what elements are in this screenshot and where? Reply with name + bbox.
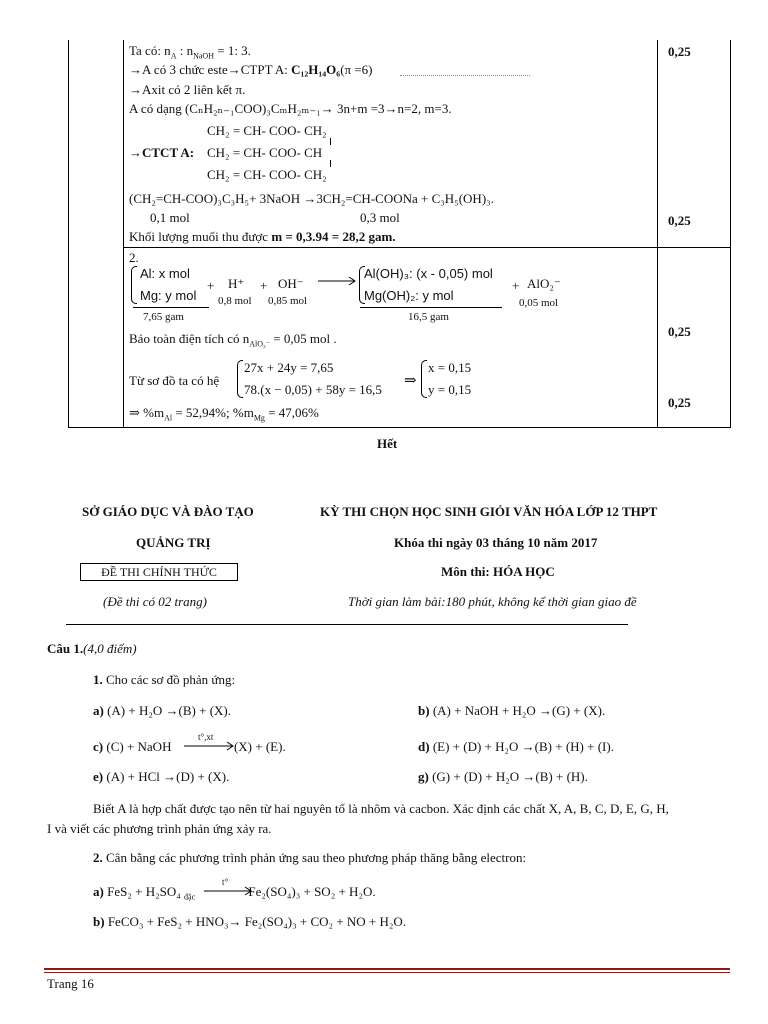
mg-mol: Mg: y mol [140,288,197,303]
reaction-c-arrow-icon [184,741,236,751]
plus-1: + [207,278,215,293]
structure-mid: CH₂ = CH- COO- CH [207,145,323,160]
charge-conservation: Bảo toàn điện tích có $n_{AlO_2^-} = 0,05$ mol . [129,331,337,349]
al-mol: Al: x mol [140,266,190,281]
page-number: Trang 16 [47,976,94,991]
equation-a: a) FeS₂ + H₂SO₄ $_{đặc}$ Fe₂(SO₄)₃ + SO₂ + H₂O. [93,884,376,902]
reaction-a: a) (A) + H₂O →(B) + (X). [93,703,231,718]
mol-1: 0,1 mol [150,210,190,225]
end-marker: Hết [377,436,398,451]
system-intro: Từ sơ đồ ta có hệ [129,373,220,388]
footer-rule-bottom [44,972,730,973]
official-exam-box: ĐỀ THI CHÍNH THỨC [80,563,238,581]
score-4: 0,25 [668,395,691,410]
score-1: 0,25 [668,44,691,59]
h-ion: H⁺ [228,276,245,291]
exam-duration: Thời gian làm bài:180 phút, không kể thời gian giao đề [348,594,637,609]
reaction-c-condition: t°,xt [198,732,214,742]
structure-label: →CTCT A: [129,145,195,160]
percent-result: ⇒ $\%m_{Al} = 52,94\%$; $\%m_{Mg} = 47,06\%$ [129,405,319,423]
question-1-title: Câu 1.(4,0 điểm) [47,641,137,656]
reaction-equation: (CH₂=CH-COO)₃C₃H₅+ 3NaOH →3CH₂=CH-COONa + C₃H₅(OH)₃. [129,191,494,206]
page-count-note: (Đề thi có 02 trang) [103,594,207,609]
q1-part1-intro: 1. Cho các sơ đồ phản ứng: [93,672,236,687]
alo2-ion: AlO₂⁻ [527,276,561,291]
mass-right: 16,5 gam [408,311,449,323]
exam-title: KỲ THI CHỌN HỌC SINH GIỎI VĂN HÓA LỚP 12 THPT [320,504,658,519]
reaction-d: d) (E) + (D) + H₂O →(B) + (H) + (I). [418,739,614,754]
equation-b: b) FeCO₃ + FeS₂ + HNO₃→ Fe₂(SO₄)₃ + CO₂ + NO + H₂O. [93,914,407,929]
x-value: x = 0,15 [428,360,472,375]
implies-arrow: ⇒ [404,373,417,389]
reaction-c: c) (C) + NaOH (X) + (E). [93,739,286,754]
mass-left: 7,65 gam [143,311,184,323]
reaction-g: g) (G) + (D) + H₂O →(B) + (H). [418,769,588,784]
department-name: SỞ GIÁO DỤC VÀ ĐÀO TẠO [82,504,254,519]
reaction-b: b) (A) + NaOH + H₂O →(G) + (X). [418,703,606,718]
header-divider [66,624,628,625]
h-mol: 0,8 mol [218,295,252,307]
reaction-e: e) (A) + HCl →(D) + (X). [93,769,230,784]
q1-part2-intro: 2. Cân bằng các phương trình phản ứng sau theo phương pháp thăng bằng electron: [93,850,527,865]
score-2: 0,25 [668,213,691,228]
system-eq2: 78.(x − 0,05) + 58y = 16,5 [244,382,382,397]
structure-bot: CH₂ = CH- COO- CH₂ [207,167,327,182]
part2-number: 2. [129,250,139,265]
aloh3-mol: Al(OH)₃: (x - 0,05) mol [364,266,493,281]
formula-line: →A có 3 chức este→CTPT A: C₁₂H₁₄O₆(π =6) [129,62,373,77]
general-form-line: A có dạng (CₙH₂ₙ₋₁COO)₃CₘH₂ₘ₋₁→ 3n+m =3→n=2, m=3. [129,101,452,116]
acid-line: →Axit có 2 liên kết π. [129,82,246,97]
mol-2: 0,3 mol [360,210,400,225]
oh-ion: OH⁻ [278,276,304,291]
equation-a-condition: t° [222,877,229,887]
exam-subject: Môn thi: HÓA HỌC [441,564,555,579]
plus-3: + [512,278,520,293]
plus-2: + [260,278,268,293]
system-eq1: 27x + 24y = 7,65 [244,360,334,375]
reaction-arrow-icon [318,276,358,286]
province-name: QUẢNG TRỊ [136,535,211,550]
q1-description-line1: Biết A là hợp chất được tạo nên từ hai nguyên tố là nhôm và cacbon. Xác định các chất X, A, B, C, D, E, G, H, [93,801,669,816]
salt-mass: Khối lượng muối thu được m = 0,3.94 = 28,2 gam. [129,229,396,244]
ratio-line: Ta có: $n_A$ : $n_{NaOH} = 1$: 3. [129,43,251,61]
footer-rule-top [44,968,730,970]
structure-top: CH₂ = CH- COO- CH₂ [207,123,327,138]
equation-a-arrow-icon [204,886,254,896]
alo2-mol: 0,05 mol [519,297,559,309]
mgoh2-mol: Mg(OH)₂: y mol [364,288,454,303]
y-value: y = 0,15 [428,382,472,397]
exam-date: Khóa thi ngày 03 tháng 10 năm 2017 [394,535,598,550]
score-3: 0,25 [668,324,691,339]
oh-mol: 0,85 mol [268,295,308,307]
q1-description-line2: I và viết các phương trình phản ứng xảy ra. [47,821,272,836]
